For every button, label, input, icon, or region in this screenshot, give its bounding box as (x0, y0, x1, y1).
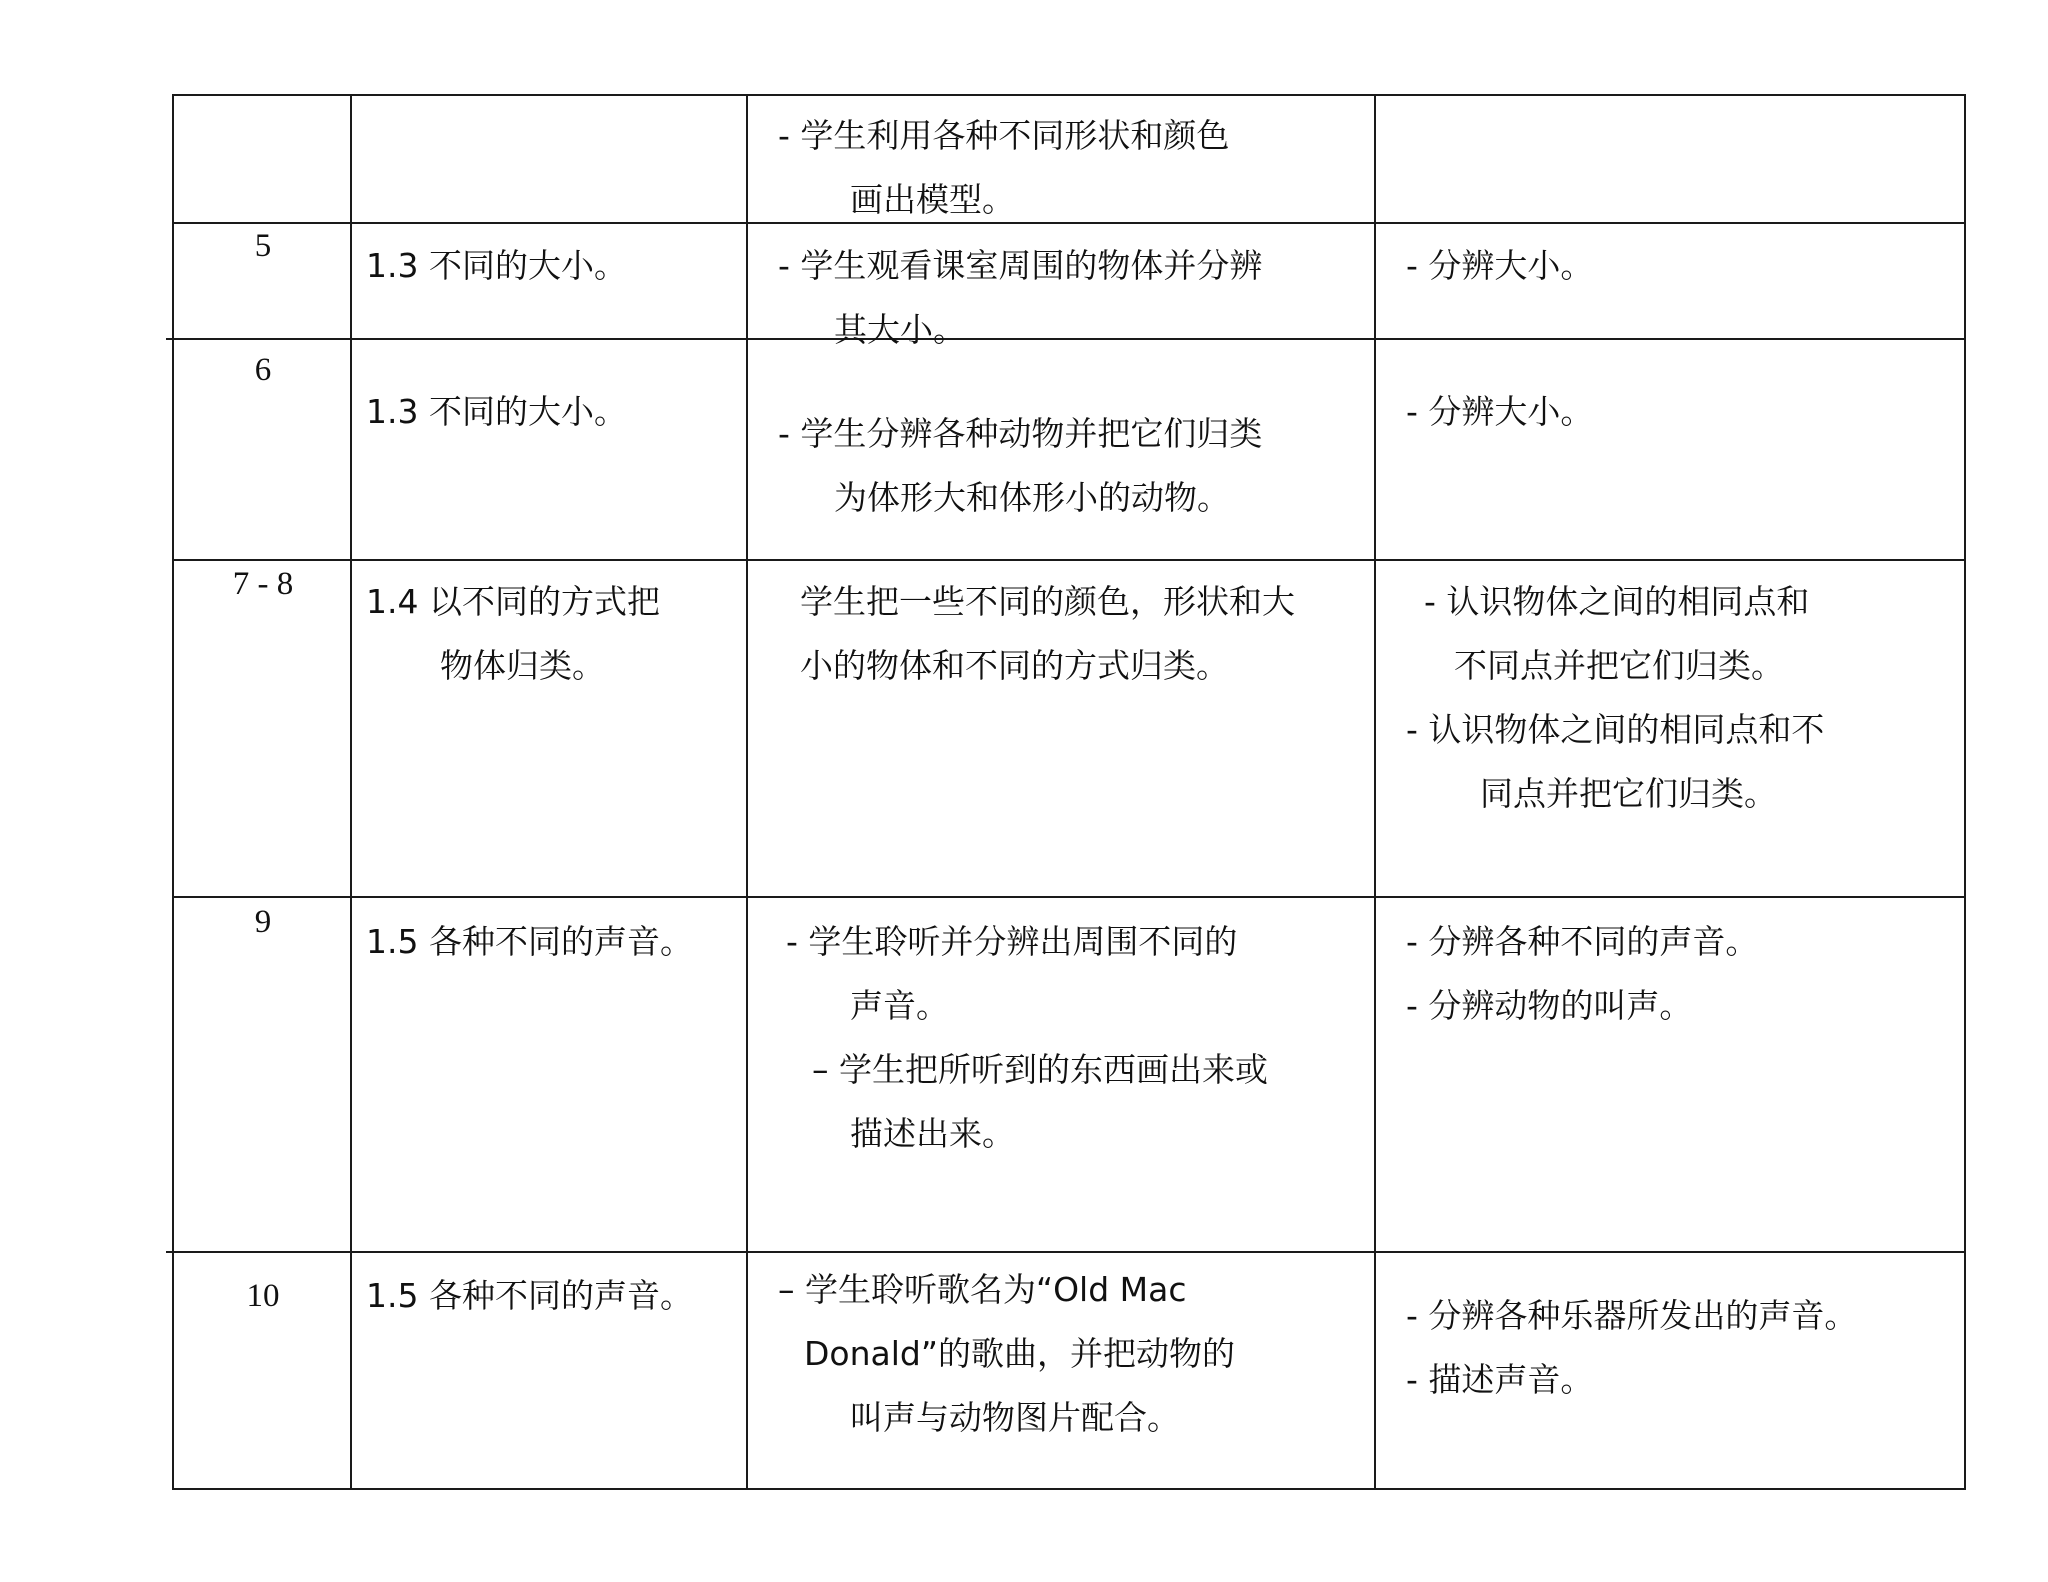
activity-line: - 学生聆听并分辨出周围不同的 (786, 922, 1238, 961)
activity-line: - 学生分辨各种动物并把它们归类 (778, 414, 1263, 453)
outcome-cell (1406, 910, 1758, 1038)
topic-line: 1.5 各种不同的声音。 (366, 922, 693, 961)
week-number: 10 (246, 1278, 280, 1314)
activity-line: - 学生观看课室周围的物体并分辨 (778, 246, 1263, 285)
topic-line: 1.5 各种不同的声音。 (366, 1276, 693, 1315)
activity-cell (778, 1258, 1235, 1450)
week-number: 7 - 8 (232, 566, 294, 602)
activity-line: 其大小。 (834, 310, 966, 349)
outcome-line: - 分辨大小。 (1406, 246, 1594, 285)
activity-cell (778, 402, 1262, 530)
topic-cell (366, 1264, 693, 1328)
activity-line: – 学生聆听歌名为“Old Mac (778, 1270, 1187, 1309)
activity-line: 学生把一些不同的颜色，形状和大 (800, 582, 1295, 621)
activity-line: 小的物体和不同的方式归类。 (800, 646, 1229, 685)
topic-line: 1.3 不同的大小。 (366, 246, 627, 285)
topic-cell (366, 380, 627, 444)
outcome-line: - 分辨各种乐器所发出的声音。 (1406, 1296, 1858, 1335)
activity-line: – 学生把所听到的东西画出来或 (812, 1050, 1268, 1089)
topic-line: 1.3 不同的大小。 (366, 392, 627, 431)
outcome-line: - 分辨动物的叫声。 (1406, 986, 1693, 1025)
activity-cell (778, 234, 1262, 362)
outcome-line: - 认识物体之间的相同点和 (1424, 582, 1810, 621)
activity-line: 描述出来。 (850, 1114, 1015, 1153)
week-number: 5 (254, 228, 272, 264)
topic-cell (366, 234, 627, 298)
column-divider (746, 96, 748, 1488)
row-divider (166, 1251, 1964, 1253)
activity-line: 叫声与动物图片配合。 (850, 1398, 1180, 1437)
column-divider (1374, 96, 1376, 1488)
outcome-line: - 描述声音。 (1406, 1360, 1594, 1399)
row-divider (174, 896, 1964, 898)
outcome-cell (1406, 380, 1593, 444)
activity-line: - 学生利用各种不同形状和颜色 (778, 116, 1230, 155)
activity-line: Donald”的歌曲，并把动物的 (804, 1334, 1235, 1373)
lesson-plan-table (172, 94, 1966, 1490)
outcome-line: - 分辨各种不同的声音。 (1406, 922, 1759, 961)
week-number: 9 (254, 904, 272, 940)
outcome-cell (1406, 1284, 1857, 1412)
outcome-line: 同点并把它们归类。 (1480, 774, 1777, 813)
activity-line: 为体形大和体形小的动物。 (834, 478, 1230, 517)
topic-cell (366, 910, 693, 974)
activity-cell (800, 570, 1295, 698)
topic-cell (366, 570, 660, 698)
outcome-line: - 分辨大小。 (1406, 392, 1594, 431)
outcome-line: 不同点并把它们归类。 (1454, 646, 1784, 685)
activity-cell (786, 910, 1268, 1166)
activity-line: 画出模型。 (850, 180, 1015, 219)
topic-line: 物体归类。 (440, 646, 605, 685)
outcome-cell (1406, 234, 1593, 298)
outcome-cell (1406, 570, 1825, 826)
week-number: 6 (254, 352, 272, 388)
activity-line: 声音。 (850, 986, 949, 1025)
row-divider (174, 559, 1964, 561)
activity-cell (778, 104, 1229, 232)
topic-line: 1.4 以不同的方式把 (366, 582, 660, 621)
outcome-line: - 认识物体之间的相同点和不 (1406, 710, 1825, 749)
